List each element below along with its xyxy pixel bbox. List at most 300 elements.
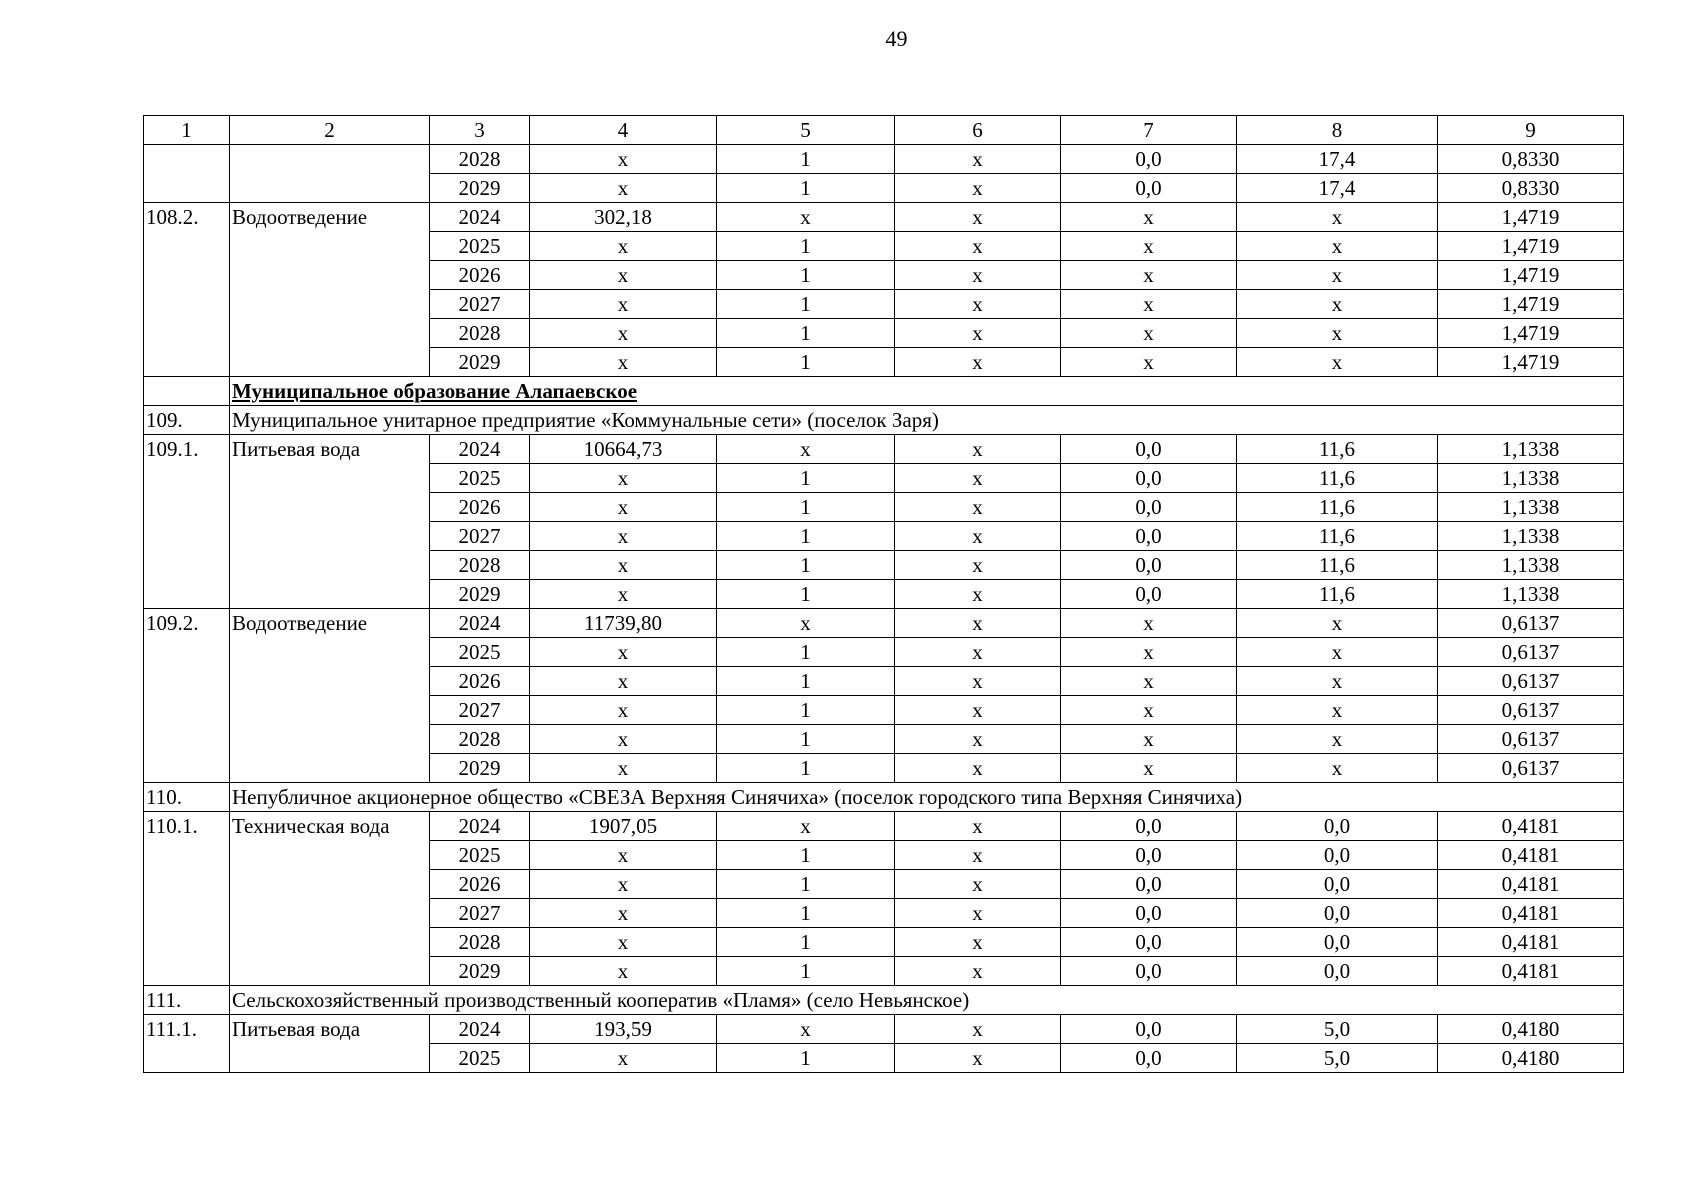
row-service-name bbox=[230, 667, 430, 696]
table-cell: x bbox=[1237, 261, 1438, 290]
tariff-table bbox=[143, 115, 1624, 1073]
table-cell: x bbox=[717, 609, 895, 638]
table-cell: 0,0 bbox=[1237, 899, 1438, 928]
table-cell: x bbox=[1237, 725, 1438, 754]
table-row bbox=[144, 783, 1624, 812]
table-cell: 1 bbox=[717, 464, 895, 493]
row-service-name bbox=[230, 145, 430, 174]
table-cell: x bbox=[1237, 754, 1438, 783]
table-cell: 1 bbox=[717, 493, 895, 522]
header-cell: 4 bbox=[530, 116, 717, 145]
table-cell: x bbox=[1237, 348, 1438, 377]
table-cell: 1 bbox=[717, 145, 895, 174]
table-row bbox=[144, 928, 1624, 957]
header-cell: 7 bbox=[1061, 116, 1237, 145]
table-cell: x bbox=[1061, 754, 1237, 783]
row-service-name: Водоотведение bbox=[230, 609, 430, 638]
table-cell: 2024 bbox=[430, 203, 530, 232]
table-cell: 1 bbox=[717, 928, 895, 957]
section-title bbox=[230, 377, 1624, 406]
table-cell: 0,6137 bbox=[1438, 638, 1624, 667]
row-number bbox=[144, 841, 230, 870]
table-cell: 1 bbox=[717, 1044, 895, 1073]
table-cell: x bbox=[530, 841, 717, 870]
row-service-name bbox=[230, 493, 430, 522]
table-cell: x bbox=[895, 899, 1061, 928]
table-row bbox=[144, 667, 1624, 696]
organization-title bbox=[230, 783, 1624, 812]
table-cell: 1 bbox=[717, 667, 895, 696]
row-number: 108.2. bbox=[144, 203, 230, 232]
row-service-name bbox=[230, 870, 430, 899]
table-row bbox=[144, 464, 1624, 493]
row-number bbox=[144, 145, 230, 174]
table-cell: 1 bbox=[717, 725, 895, 754]
table-row bbox=[144, 145, 1624, 174]
table-cell: x bbox=[1061, 232, 1237, 261]
table-cell: 1,4719 bbox=[1438, 348, 1624, 377]
table-row bbox=[144, 1015, 1624, 1044]
table-cell: 1,4719 bbox=[1438, 203, 1624, 232]
table-cell: 0,6137 bbox=[1438, 696, 1624, 725]
row-number bbox=[144, 696, 230, 725]
table-cell: 2029 bbox=[430, 580, 530, 609]
table-cell: 2028 bbox=[430, 551, 530, 580]
row-number: 109.1. bbox=[144, 435, 230, 464]
table-cell: 0,6137 bbox=[1438, 725, 1624, 754]
table-cell: 17,4 bbox=[1237, 174, 1438, 203]
row-number: 111. bbox=[144, 986, 230, 1015]
table-row bbox=[144, 232, 1624, 261]
table-cell: x bbox=[895, 522, 1061, 551]
table-cell: x bbox=[895, 870, 1061, 899]
table-cell: x bbox=[895, 348, 1061, 377]
table-cell: x bbox=[530, 290, 717, 319]
table-row bbox=[144, 812, 1624, 841]
row-number: 109. bbox=[144, 406, 230, 435]
table-row bbox=[144, 870, 1624, 899]
table-cell: 0,4181 bbox=[1438, 812, 1624, 841]
row-number bbox=[144, 754, 230, 783]
table-cell: x bbox=[895, 551, 1061, 580]
table-cell: x bbox=[1061, 667, 1237, 696]
row-number bbox=[144, 725, 230, 754]
row-number bbox=[144, 638, 230, 667]
table-cell: 0,0 bbox=[1061, 812, 1237, 841]
row-service-name bbox=[230, 725, 430, 754]
table-row bbox=[144, 551, 1624, 580]
table-cell: x bbox=[530, 928, 717, 957]
table-cell: 0,0 bbox=[1237, 841, 1438, 870]
row-service-name bbox=[230, 899, 430, 928]
table-cell: x bbox=[717, 203, 895, 232]
header-cell: 2 bbox=[230, 116, 430, 145]
header-cell: 6 bbox=[895, 116, 1061, 145]
table-cell: 5,0 bbox=[1237, 1044, 1438, 1073]
table-cell: x bbox=[895, 725, 1061, 754]
table-cell: 0,0 bbox=[1237, 812, 1438, 841]
table-cell: x bbox=[1237, 638, 1438, 667]
table-cell: 0,4180 bbox=[1438, 1015, 1624, 1044]
row-service-name bbox=[230, 551, 430, 580]
table-cell: x bbox=[895, 493, 1061, 522]
table-cell: 0,0 bbox=[1061, 464, 1237, 493]
table-cell: 2024 bbox=[430, 1015, 530, 1044]
row-number bbox=[144, 928, 230, 957]
row-number: 110. bbox=[144, 783, 230, 812]
table-row bbox=[144, 319, 1624, 348]
table-cell: 11739,80 bbox=[530, 609, 717, 638]
table-cell: 1 bbox=[717, 870, 895, 899]
table-cell: x bbox=[530, 319, 717, 348]
table-cell: x bbox=[530, 1044, 717, 1073]
table-row bbox=[144, 1044, 1624, 1073]
table-cell: x bbox=[1061, 261, 1237, 290]
table-cell: 2027 bbox=[430, 696, 530, 725]
table-cell: 2024 bbox=[430, 435, 530, 464]
table-cell: 11,6 bbox=[1237, 493, 1438, 522]
organization-title bbox=[230, 986, 1624, 1015]
table-row bbox=[144, 435, 1624, 464]
table-row bbox=[144, 493, 1624, 522]
table-cell: 0,0 bbox=[1061, 841, 1237, 870]
table-cell: x bbox=[895, 928, 1061, 957]
row-number bbox=[144, 319, 230, 348]
header-cell: 1 bbox=[144, 116, 230, 145]
row-number bbox=[144, 522, 230, 551]
table-cell: 1 bbox=[717, 522, 895, 551]
table-row bbox=[144, 638, 1624, 667]
table-cell: 2027 bbox=[430, 290, 530, 319]
table-cell: x bbox=[530, 580, 717, 609]
table-cell: x bbox=[530, 696, 717, 725]
table-cell: 0,0 bbox=[1061, 1015, 1237, 1044]
table-cell: x bbox=[530, 870, 717, 899]
table-cell: x bbox=[1237, 203, 1438, 232]
table-cell: x bbox=[1061, 609, 1237, 638]
table-cell: 0,0 bbox=[1061, 580, 1237, 609]
table-cell: 2028 bbox=[430, 145, 530, 174]
page-number: 49 bbox=[885, 26, 908, 51]
header-cell: 3 bbox=[430, 116, 530, 145]
table-cell: 2029 bbox=[430, 174, 530, 203]
table-cell: 0,0 bbox=[1237, 870, 1438, 899]
table-row bbox=[144, 841, 1624, 870]
row-service-name bbox=[230, 638, 430, 667]
table-cell: x bbox=[530, 957, 717, 986]
table-cell: 17,4 bbox=[1237, 145, 1438, 174]
table-cell: 0,6137 bbox=[1438, 754, 1624, 783]
table-cell: 2029 bbox=[430, 754, 530, 783]
table-cell: 1,1338 bbox=[1438, 522, 1624, 551]
table-cell: 2026 bbox=[430, 667, 530, 696]
table-cell: 2029 bbox=[430, 348, 530, 377]
header-cell: 8 bbox=[1237, 116, 1438, 145]
table-cell: 2025 bbox=[430, 1044, 530, 1073]
table-cell: 11,6 bbox=[1237, 580, 1438, 609]
row-service-name bbox=[230, 464, 430, 493]
row-service-name bbox=[230, 522, 430, 551]
table-cell: 2025 bbox=[430, 232, 530, 261]
table-row bbox=[144, 522, 1624, 551]
table-body bbox=[144, 116, 1624, 1073]
table-cell: 0,0 bbox=[1061, 870, 1237, 899]
table-row bbox=[144, 957, 1624, 986]
table-cell: 1 bbox=[717, 348, 895, 377]
table-cell: x bbox=[895, 812, 1061, 841]
table-row bbox=[144, 377, 1624, 406]
table-cell: 0,4181 bbox=[1438, 841, 1624, 870]
table-cell: x bbox=[717, 435, 895, 464]
section-title-text: Муниципальное образование Алапаевское bbox=[232, 378, 638, 403]
table-cell: x bbox=[895, 638, 1061, 667]
table-cell: 2026 bbox=[430, 493, 530, 522]
table-cell: 0,0 bbox=[1061, 493, 1237, 522]
table-cell: x bbox=[717, 1015, 895, 1044]
table-cell: 2028 bbox=[430, 725, 530, 754]
row-number bbox=[144, 580, 230, 609]
table-cell: 2025 bbox=[430, 464, 530, 493]
table-cell: 11,6 bbox=[1237, 435, 1438, 464]
row-service-name bbox=[230, 174, 430, 203]
table-cell: 2029 bbox=[430, 957, 530, 986]
table-cell: x bbox=[895, 1044, 1061, 1073]
header-cell: 9 bbox=[1438, 116, 1624, 145]
row-service-name bbox=[230, 696, 430, 725]
table-cell: x bbox=[1061, 203, 1237, 232]
table-cell: 302,18 bbox=[530, 203, 717, 232]
row-number: 109.2. bbox=[144, 609, 230, 638]
table-cell: x bbox=[530, 232, 717, 261]
table-cell: 0,0 bbox=[1061, 522, 1237, 551]
organization-name: Непубличное акционерное общество «СВЕЗА Верхняя Синячиха» (поселок городского типа Верхняя Синячиха) bbox=[232, 784, 1243, 809]
table-cell: x bbox=[895, 145, 1061, 174]
table-cell: 1 bbox=[717, 754, 895, 783]
table-cell: 0,0 bbox=[1061, 957, 1237, 986]
table-row bbox=[144, 725, 1624, 754]
table-cell: 0,4181 bbox=[1438, 928, 1624, 957]
row-service-name bbox=[230, 290, 430, 319]
table-row bbox=[144, 986, 1624, 1015]
table-cell: 1 bbox=[717, 957, 895, 986]
table-cell: 0,0 bbox=[1061, 928, 1237, 957]
table-cell: 1 bbox=[717, 174, 895, 203]
table-cell: 5,0 bbox=[1237, 1015, 1438, 1044]
table-cell: x bbox=[1061, 638, 1237, 667]
table-cell: 11,6 bbox=[1237, 551, 1438, 580]
row-number bbox=[144, 290, 230, 319]
table-row bbox=[144, 696, 1624, 725]
row-service-name bbox=[230, 319, 430, 348]
row-number bbox=[144, 377, 230, 406]
organization-name: Муниципальное унитарное предприятие «Коммунальные сети» (поселок Заря) bbox=[232, 407, 939, 432]
row-number bbox=[144, 957, 230, 986]
row-service-name bbox=[230, 928, 430, 957]
table-cell: 2026 bbox=[430, 261, 530, 290]
table-cell: x bbox=[895, 696, 1061, 725]
table-cell: x bbox=[895, 957, 1061, 986]
table-cell: x bbox=[895, 1015, 1061, 1044]
table-cell: 0,0 bbox=[1061, 551, 1237, 580]
row-number bbox=[144, 899, 230, 928]
table-cell: 1,4719 bbox=[1438, 319, 1624, 348]
table-cell: x bbox=[530, 348, 717, 377]
row-number: 110.1. bbox=[144, 812, 230, 841]
table-cell: 0,8330 bbox=[1438, 174, 1624, 203]
row-service-name: Водоотведение bbox=[230, 203, 430, 232]
table-row bbox=[144, 754, 1624, 783]
table-header-row bbox=[144, 116, 1624, 145]
row-number bbox=[144, 464, 230, 493]
row-number bbox=[144, 1044, 230, 1073]
table-cell: 1,1338 bbox=[1438, 435, 1624, 464]
table-cell: x bbox=[1237, 609, 1438, 638]
table-cell: 0,0 bbox=[1237, 928, 1438, 957]
row-service-name bbox=[230, 841, 430, 870]
table-cell: 0,0 bbox=[1061, 435, 1237, 464]
row-service-name bbox=[230, 580, 430, 609]
table-cell: x bbox=[895, 290, 1061, 319]
table-cell: x bbox=[895, 580, 1061, 609]
table-cell: x bbox=[895, 464, 1061, 493]
table-cell: 2027 bbox=[430, 522, 530, 551]
table-cell: x bbox=[1237, 696, 1438, 725]
table-cell: 1 bbox=[717, 638, 895, 667]
table-cell: 1 bbox=[717, 899, 895, 928]
table-cell: x bbox=[1061, 696, 1237, 725]
table-cell: x bbox=[1061, 319, 1237, 348]
row-service-name bbox=[230, 1044, 430, 1073]
table-cell: x bbox=[895, 609, 1061, 638]
table-cell: 1 bbox=[717, 232, 895, 261]
table-cell: 0,4180 bbox=[1438, 1044, 1624, 1073]
table-cell: x bbox=[1061, 725, 1237, 754]
table-cell: 1 bbox=[717, 551, 895, 580]
table-cell: x bbox=[530, 899, 717, 928]
table-cell: 0,0 bbox=[1061, 174, 1237, 203]
table-cell: 2025 bbox=[430, 638, 530, 667]
table-cell: 1,1338 bbox=[1438, 580, 1624, 609]
table-cell: 0,4181 bbox=[1438, 870, 1624, 899]
table-cell: 0,4181 bbox=[1438, 957, 1624, 986]
row-number bbox=[144, 174, 230, 203]
table-cell: x bbox=[1237, 667, 1438, 696]
table-cell: 2024 bbox=[430, 812, 530, 841]
table-cell: x bbox=[895, 232, 1061, 261]
table-cell: 0,8330 bbox=[1438, 145, 1624, 174]
table-cell: x bbox=[895, 667, 1061, 696]
table-row bbox=[144, 406, 1624, 435]
table-cell: x bbox=[1237, 290, 1438, 319]
table-cell: 1 bbox=[717, 696, 895, 725]
table-cell: 1,1338 bbox=[1438, 551, 1624, 580]
table-cell: 0,4181 bbox=[1438, 899, 1624, 928]
row-service-name bbox=[230, 957, 430, 986]
table-cell: 0,0 bbox=[1061, 1044, 1237, 1073]
table-row bbox=[144, 899, 1624, 928]
table-cell: 2027 bbox=[430, 899, 530, 928]
table-row bbox=[144, 261, 1624, 290]
table-cell: 0,6137 bbox=[1438, 609, 1624, 638]
table-cell: x bbox=[530, 551, 717, 580]
table-cell: 1,4719 bbox=[1438, 232, 1624, 261]
organization-name: Сельскохозяйственный производственный кооператив «Пламя» (село Невьянское) bbox=[232, 987, 970, 1012]
table-cell: 1 bbox=[717, 319, 895, 348]
table-cell: 1,4719 bbox=[1438, 290, 1624, 319]
table-cell: 2024 bbox=[430, 609, 530, 638]
table-cell: 0,0 bbox=[1237, 957, 1438, 986]
row-service-name: Питьевая вода bbox=[230, 435, 430, 464]
table-cell: 2026 bbox=[430, 870, 530, 899]
table-cell: 10664,73 bbox=[530, 435, 717, 464]
table-cell: 1 bbox=[717, 290, 895, 319]
row-service-name: Питьевая вода bbox=[230, 1015, 430, 1044]
table-cell: 0,0 bbox=[1061, 145, 1237, 174]
table-cell: 1907,05 bbox=[530, 812, 717, 841]
table-cell: 0,6137 bbox=[1438, 667, 1624, 696]
row-number bbox=[144, 551, 230, 580]
table-cell: 1,1338 bbox=[1438, 464, 1624, 493]
table-cell: x bbox=[530, 522, 717, 551]
table-row bbox=[144, 609, 1624, 638]
table-row bbox=[144, 290, 1624, 319]
table-cell: x bbox=[530, 261, 717, 290]
table-cell: 1,1338 bbox=[1438, 493, 1624, 522]
organization-title bbox=[230, 406, 1624, 435]
table-cell: 1 bbox=[717, 580, 895, 609]
table-row bbox=[144, 348, 1624, 377]
table-cell: x bbox=[895, 841, 1061, 870]
table-cell: 11,6 bbox=[1237, 464, 1438, 493]
row-number bbox=[144, 667, 230, 696]
table-cell: x bbox=[530, 725, 717, 754]
table-cell: 2025 bbox=[430, 841, 530, 870]
table-cell: x bbox=[895, 203, 1061, 232]
table-cell: x bbox=[530, 145, 717, 174]
table-cell: x bbox=[530, 667, 717, 696]
row-number bbox=[144, 870, 230, 899]
table-cell: 0,0 bbox=[1061, 899, 1237, 928]
table-cell: x bbox=[895, 754, 1061, 783]
table-cell: x bbox=[895, 319, 1061, 348]
row-service-name: Техническая вода bbox=[230, 812, 430, 841]
table-cell: x bbox=[895, 174, 1061, 203]
table-cell: x bbox=[1061, 290, 1237, 319]
table-cell: x bbox=[530, 493, 717, 522]
row-service-name bbox=[230, 261, 430, 290]
row-service-name bbox=[230, 348, 430, 377]
table-cell: x bbox=[530, 174, 717, 203]
table-row bbox=[144, 174, 1624, 203]
row-number: 111.1. bbox=[144, 1015, 230, 1044]
table-cell: 2028 bbox=[430, 319, 530, 348]
row-number bbox=[144, 261, 230, 290]
table-cell: 193,59 bbox=[530, 1015, 717, 1044]
table-cell: x bbox=[1061, 348, 1237, 377]
row-service-name bbox=[230, 754, 430, 783]
table-cell: x bbox=[895, 261, 1061, 290]
row-number bbox=[144, 348, 230, 377]
table-cell: x bbox=[530, 464, 717, 493]
table-cell: 1 bbox=[717, 261, 895, 290]
table-cell: 1 bbox=[717, 841, 895, 870]
row-service-name bbox=[230, 232, 430, 261]
row-number bbox=[144, 493, 230, 522]
table-cell: x bbox=[717, 812, 895, 841]
table-cell: 1,4719 bbox=[1438, 261, 1624, 290]
row-number bbox=[144, 232, 230, 261]
table-cell: x bbox=[1237, 319, 1438, 348]
